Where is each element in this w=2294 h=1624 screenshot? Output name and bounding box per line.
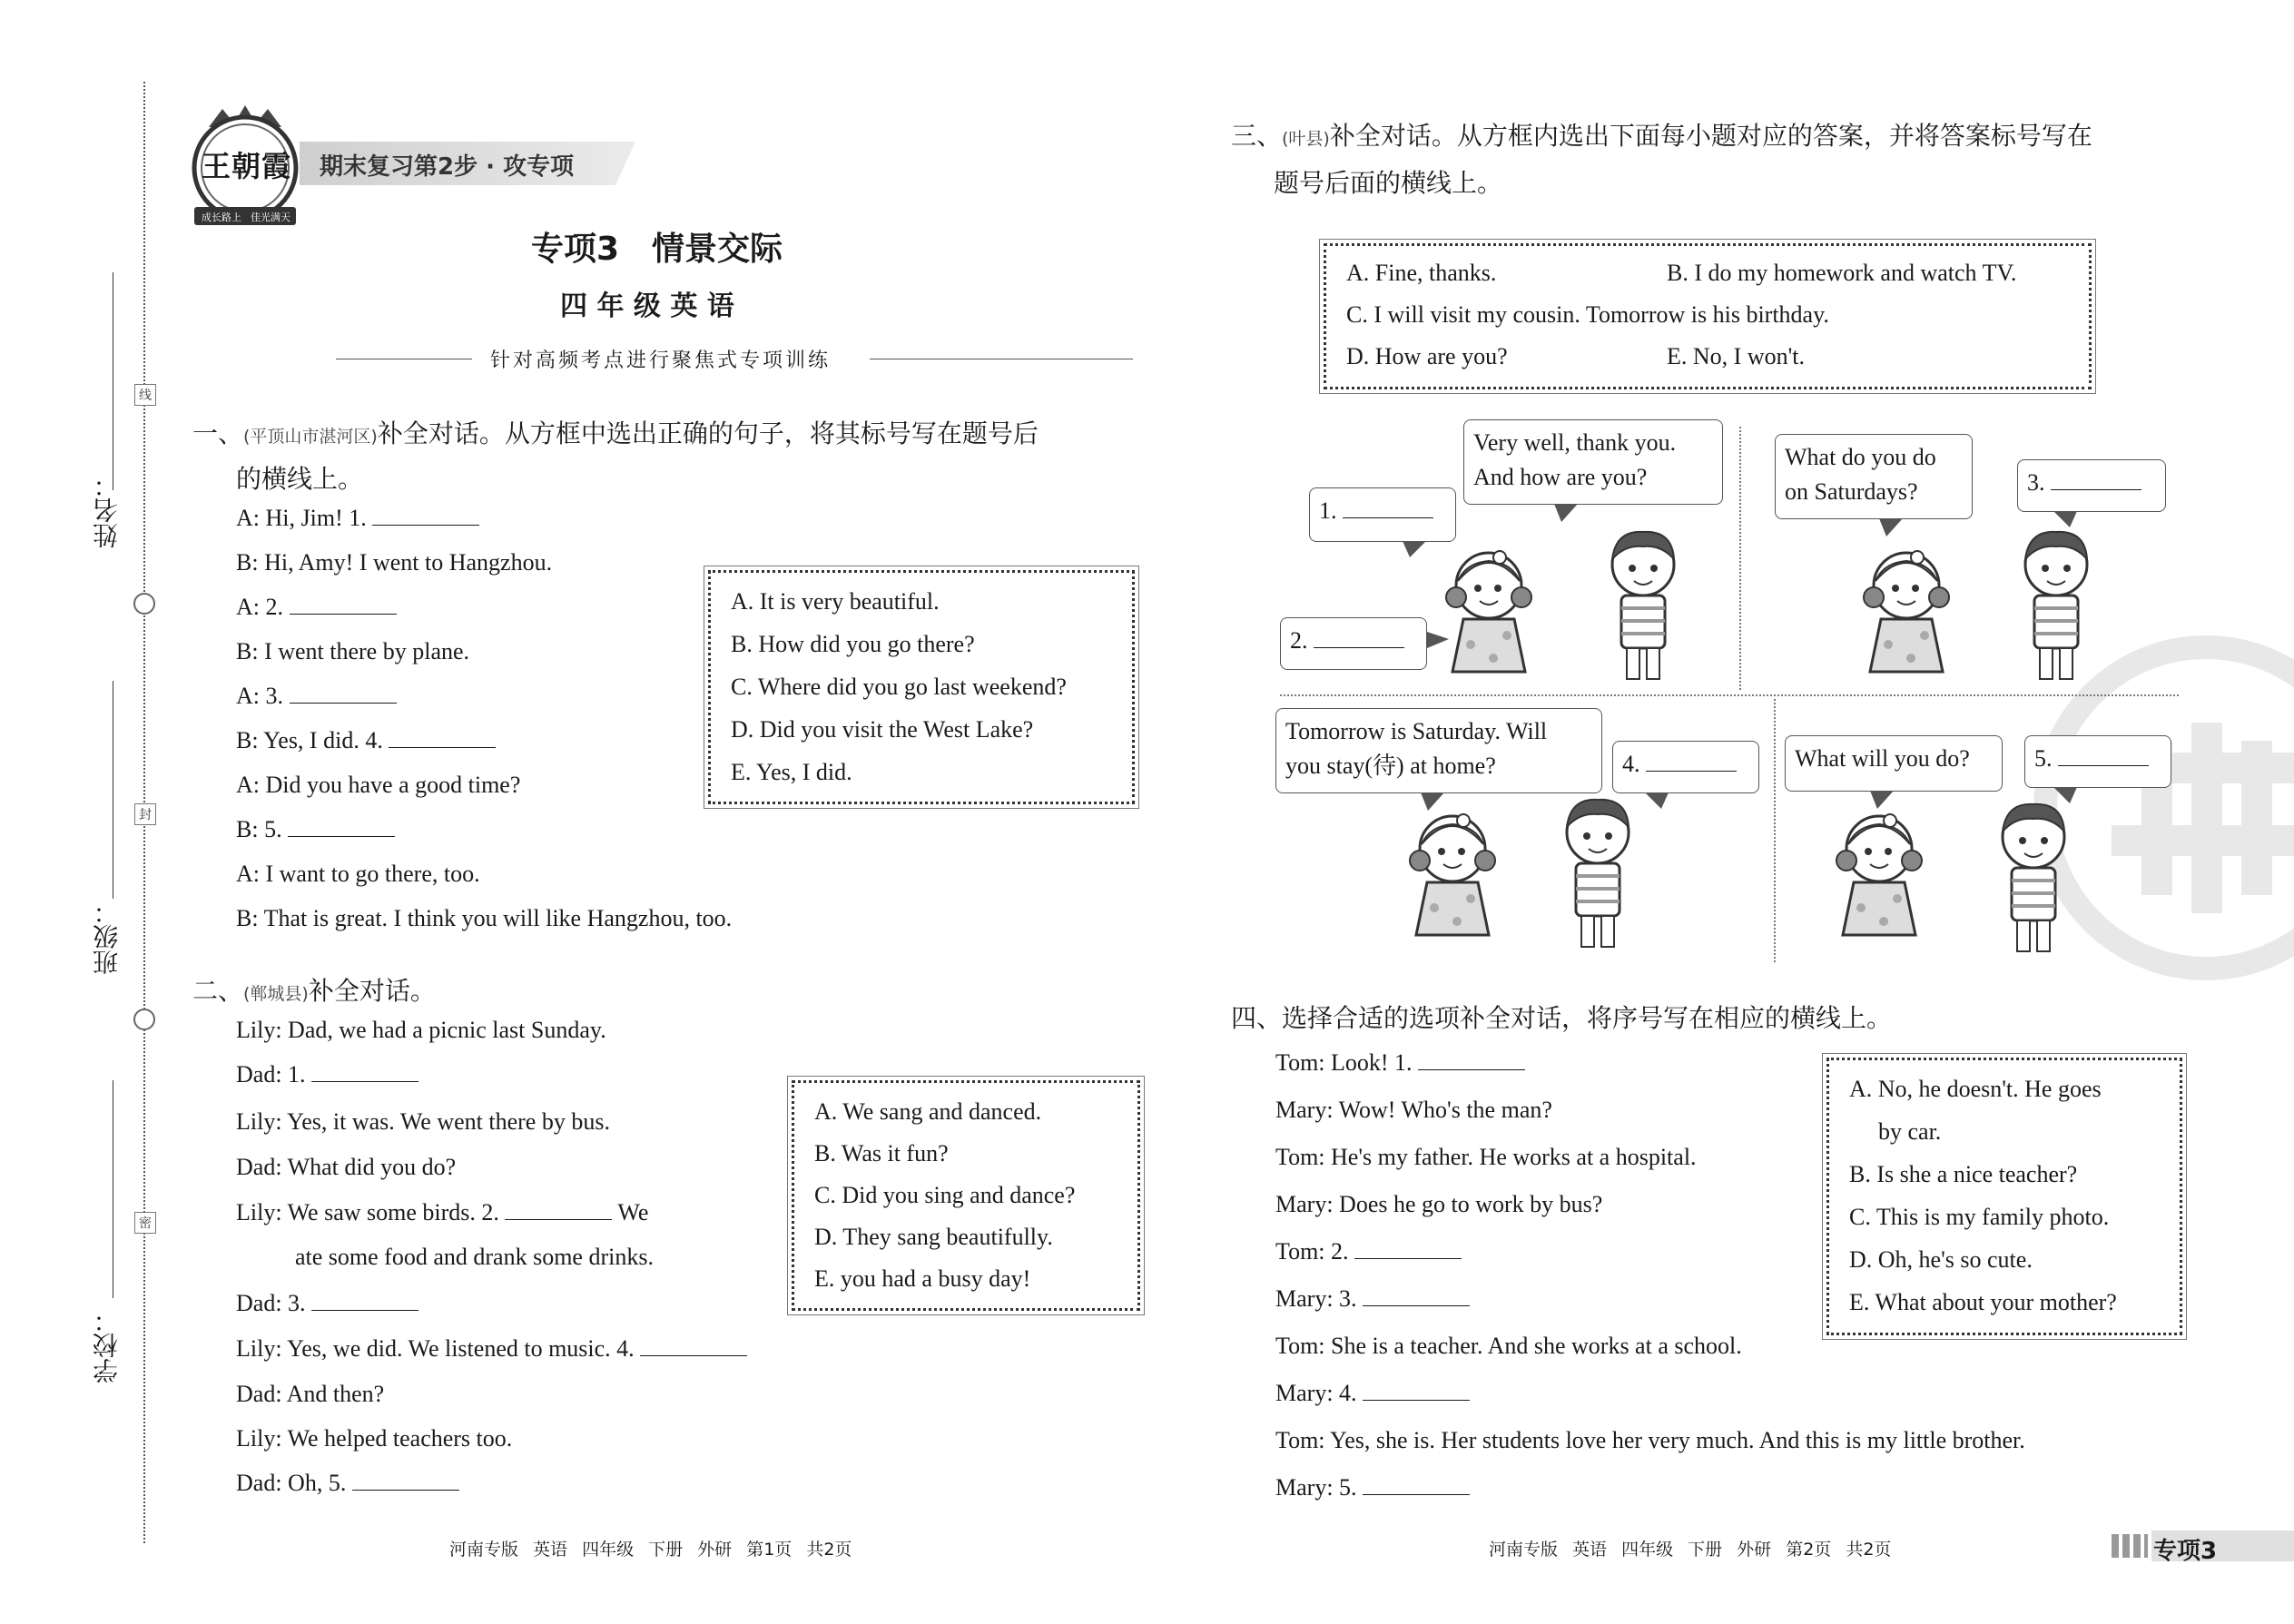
s3-option-e: E. No, I won't. [1667,343,1806,369]
answer-blank[interactable] [352,1470,459,1491]
s2-line-7: Dad: 3. [236,1289,418,1317]
s2-line-6: ate some food and drank some drinks. [295,1244,654,1270]
answer-blank[interactable] [1363,1380,1470,1401]
s1-line-4: B: I went there by plane. [236,638,470,664]
q3-line-a: What do you do [1785,444,1936,470]
s2-option-d: D. They sang beautifully. [814,1224,1053,1250]
tagline: 针对高频考点进行聚焦式专项训练 [490,349,832,371]
section-3-instruction-cont: 题号后面的横线上。 [1274,168,1503,198]
s1-line-10: B: That is great. I think you will like Hangzhou, too. [236,905,733,931]
s3-option-a: A. Fine, thanks. [1346,260,1497,286]
s3-answer-bubble-2[interactable]: 2. [1280,617,1427,670]
s2-option-a: A. We sang and danced. [814,1098,1042,1125]
s2-option-e: E. you had a busy day! [814,1265,1031,1292]
s2-option-b: B. Was it fun? [814,1140,949,1166]
s4-line-8: Mary: 4. [1275,1379,1470,1407]
s2-line-11: Dad: Oh, 5. [236,1469,459,1497]
section-3-prefix: 三、 [1231,121,1283,151]
s4-option-a: A. No, he doesn't. He goes [1849,1076,2102,1102]
s2-line-5: Lily: We saw some birds. 2. We [236,1199,649,1225]
class-label: 班级： [92,899,122,975]
s1-option-b: B. How did you go there? [731,631,975,657]
s4-line-5: Tom: 2. [1275,1237,1462,1265]
footer-right: 河南专版 英语 四年级 下册 外研 第2页 共2页 [1489,1540,1892,1560]
footer-tag: 专项3 [2153,1538,2218,1565]
section-2-heading [192,971,436,1008]
name-label: 姓名： [92,472,122,548]
s1-line-2: B: Hi, Amy! I went to Hangzhou. [236,549,553,576]
section-2-prefix: 二、 [192,976,244,1006]
s1-line-8: B: 5. [236,815,395,843]
s3-question-bubble-1 [1463,419,1723,505]
answer-blank[interactable] [505,1199,612,1220]
s2-options-box [792,1080,1140,1311]
section-4-prefix: 四、 [1231,1003,1283,1033]
s4-option-a-cont: by car. [1878,1118,1942,1145]
footer-left: 河南专版 英语 四年级 下册 外研 第1页 共2页 [449,1540,852,1560]
section-1-instruction: 补全对话。从方框中选出正确的句子，将其标号写在题号后 [377,418,1039,448]
s1-line-7: A: Did you have a good time? [236,772,521,798]
s4-option-b: B. Is she a nice teacher? [1849,1161,2078,1187]
school-label: 学校： [92,1307,122,1383]
s3-question-bubble-3 [1775,434,1973,519]
section-1-instruction-cont: 的横线上。 [236,464,364,494]
s3-option-d: D. How are you? [1346,343,1508,369]
s2-line-2: Dad: 1. [236,1060,418,1088]
s1-line-5: A: 3. [236,682,397,710]
s1-line-1: A: Hi, Jim! 1. [236,504,479,532]
scene-illustrations [1271,517,2179,971]
s4-line-7: Tom: She is a teacher. And she works at a school. [1275,1333,1742,1359]
section-1-heading [192,414,1039,450]
s2-line-4: Dad: What did you do? [236,1154,457,1180]
q4-line-b: you stay(待) at home? [1285,752,1496,779]
s4-line-4: Mary: Does he go to work by bus? [1275,1191,1603,1217]
s2-line-1: Lily: Dad, we had a picnic last Sunday. [236,1017,606,1043]
s1-line-3: A: 2. [236,593,397,621]
s3-answer-bubble-4[interactable]: 4. [1612,741,1759,793]
q1-line-a: Very well, thank you. [1473,429,1677,456]
s1-options-box [708,570,1135,804]
s3-answer-bubble-5[interactable]: 5. [2024,735,2171,788]
answer-blank[interactable] [372,505,479,526]
s4-line-6: Mary: 3. [1275,1284,1470,1313]
footer-tag-pattern [2112,1534,2148,1558]
s1-option-c: C. Where did you go last weekend? [731,674,1067,700]
s1-line-9: A: I want to go there, too. [236,861,480,887]
s2-line-3: Lily: Yes, it was. We went there by bus. [236,1108,610,1135]
s4-options-box [1826,1058,2182,1335]
answer-blank[interactable] [1354,1238,1462,1259]
section-4-instruction: 选择合适的选项补全对话，将序号写在相应的横线上。 [1282,1003,1893,1033]
page-title: 专项3 情景交际 [531,231,783,268]
s3-options-box [1324,243,2092,389]
logo-sub-left: 成长路上 [202,212,241,223]
s3-answer-bubble-1[interactable]: 1. [1309,487,1456,542]
logo-text: 王朝霞 [202,149,292,183]
q5-line: What will you do? [1795,745,1970,772]
section-3-region: (叶县) [1282,129,1330,149]
section-2-region: (郸城县) [243,984,309,1004]
s1-option-a: A. It is very beautiful. [731,588,940,615]
s1-option-e: E. Yes, I did. [731,759,852,785]
s2-option-c: C. Did you sing and dance? [814,1182,1076,1208]
answer-blank[interactable] [288,816,395,837]
s4-line-1: Tom: Look! 1. [1275,1048,1525,1077]
seal-secret-mark: 密 [134,1212,156,1234]
answer-blank[interactable] [311,1061,418,1082]
binding-hole-icon [133,1009,155,1030]
seal-line-mark: 线 [134,384,156,406]
section-1-region: (平顶山市湛河区) [243,427,378,447]
brand-logo [182,100,309,227]
s4-line-2: Mary: Wow! Who's the man? [1275,1097,1552,1123]
binding-hole-icon [133,593,155,615]
section-1-prefix: 一、 [192,418,244,448]
s4-option-e: E. What about your mother? [1849,1289,2117,1315]
s2-line-9: Dad: And then? [236,1381,385,1407]
answer-blank[interactable] [311,1290,418,1311]
answer-blank[interactable] [1363,1474,1470,1495]
answer-blank[interactable] [1363,1285,1470,1306]
q1-line-b: And how are you? [1473,463,1648,490]
s4-option-c: C. This is my family photo. [1849,1204,2110,1230]
s4-option-d: D. Oh, he's so cute. [1849,1246,2033,1273]
section-3-heading [1231,116,2092,153]
header-banner-text: 期末复习第2步 · 攻专项 [320,153,575,181]
answer-blank[interactable] [290,683,397,704]
answer-blank[interactable] [389,727,496,748]
answer-blank[interactable] [290,594,397,615]
seal-seal-mark: 封 [134,803,156,825]
page-subtitle: 四 年 级 英 语 [560,290,734,322]
q4-line-a: Tomorrow is Saturday. Will [1285,718,1548,744]
s3-answer-bubble-3[interactable]: 3. [2017,459,2166,512]
q3-line-b: on Saturdays? [1785,477,1918,505]
s2-line-10: Lily: We helped teachers too. [236,1425,513,1452]
s3-option-c: C. I will visit my cousin. Tomorrow is his birthday. [1346,301,1829,328]
section-3-instruction: 补全对话。从方框内选出下面每小题对应的答案，并将答案标号写在 [1329,121,2092,151]
s1-line-6: B: Yes, I did. 4. [236,726,496,754]
s3-option-b: B. I do my homework and watch TV. [1667,260,2017,286]
s4-line-3: Tom: He's my father. He works at a hospital. [1275,1144,1697,1170]
s1-option-d: D. Did you visit the West Lake? [731,716,1034,743]
s4-line-10: Mary: 5. [1275,1473,1470,1501]
answer-blank[interactable] [1418,1049,1525,1070]
s4-line-9: Tom: Yes, she is. Her students love her very much. And this is my little brother. [1275,1427,2025,1453]
s2-line-8: Lily: Yes, we did. We listened to music. 4. [236,1334,747,1363]
section-2-instruction: 补全对话。 [308,976,436,1006]
logo-sub-right: 佳光满天 [251,212,290,223]
section-4-heading [1231,999,1892,1035]
answer-blank[interactable] [640,1335,747,1356]
